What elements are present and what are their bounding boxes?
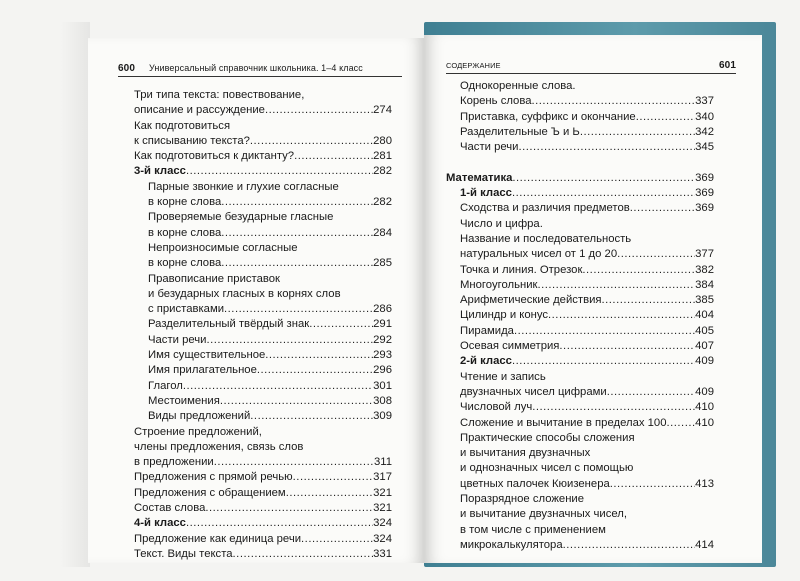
toc-entry-title: микрокалькулятора <box>460 538 563 551</box>
toc-entry-title: Парные звонкие и глухие согласные <box>148 180 339 193</box>
toc-entry-title: члены предложения, связь слов <box>134 440 304 453</box>
toc-leader-dots <box>262 425 392 440</box>
left-page-number: 600 <box>118 63 135 74</box>
toc-entry-page: 286 <box>373 303 392 316</box>
toc-entry <box>446 201 714 216</box>
toc-entry-page: 301 <box>373 379 392 392</box>
toc-entry-title: Части речи <box>148 333 207 346</box>
toc-entry <box>134 287 392 302</box>
toc-entry-page: 311 <box>373 456 392 469</box>
toc-entry <box>134 256 392 271</box>
toc-entry-title: Местоимения <box>148 394 220 407</box>
toc-entry-title: в корне слова <box>148 257 222 270</box>
toc-entry-page: 292 <box>373 333 392 346</box>
toc-entry-page: 293 <box>373 349 392 362</box>
right-running-head <box>446 60 736 74</box>
toc-entry-title: и вычитания двузначных <box>460 447 591 460</box>
toc-entry-title: Разделительный твёрдый знак <box>148 318 310 331</box>
toc-entry-title: Многоугольник <box>460 278 538 291</box>
toc-entry <box>446 523 714 538</box>
toc-entry <box>446 339 714 354</box>
toc-leader-dots <box>333 210 392 225</box>
toc-entry-page: 296 <box>373 364 392 377</box>
toc-leader-dots <box>512 186 695 201</box>
toc-entry <box>446 431 714 446</box>
toc-entry-page: 409 <box>695 385 714 398</box>
toc-entry <box>446 385 714 400</box>
toc-leader-dots <box>220 394 373 409</box>
toc-entry-title: цветных палочек Кюизенера <box>460 477 610 490</box>
toc-entry-title: Проверяемые безударные гласные <box>148 211 334 224</box>
toc-entry <box>446 293 714 308</box>
toc-entry <box>134 425 392 440</box>
toc-entry-page: 382 <box>695 263 714 276</box>
toc-leader-dots <box>617 247 695 262</box>
toc-leader-dots <box>257 363 373 378</box>
toc-leader-dots <box>301 532 373 547</box>
toc-leader-dots <box>221 195 373 210</box>
toc-entry-title: описание и рассуждение <box>134 104 265 117</box>
toc-entry-title: Три типа текста: повествование, <box>134 89 305 101</box>
toc-entry-title: в предложении <box>134 456 214 469</box>
toc-entry <box>134 394 392 409</box>
right-running-head-title: СОДЕРЖАНИЕ <box>446 61 501 70</box>
toc-entry-title: Предложение как единица речи <box>134 532 302 545</box>
toc-leader-dots <box>298 241 393 256</box>
toc-leader-dots <box>214 455 374 470</box>
toc-entry-title: Числовой луч <box>460 401 533 414</box>
toc-leader-dots <box>606 523 714 538</box>
toc-entry <box>134 532 392 547</box>
toc-entry-title: в том числе с применением <box>460 523 606 536</box>
toc-leader-dots <box>280 272 392 287</box>
book-edge-shadow <box>60 22 90 567</box>
toc-entry-title: Имя прилагательное <box>148 364 257 377</box>
toc-entry-page: 280 <box>373 134 392 147</box>
toc-leader-dots <box>630 201 695 216</box>
toc-entry <box>134 302 392 317</box>
toc-leader-dots <box>265 348 373 363</box>
toc-leader-dots <box>205 501 373 516</box>
toc-leader-dots <box>631 232 714 247</box>
toc-entry <box>446 155 714 170</box>
toc-entry-page: 285 <box>373 257 392 270</box>
toc-leader-dots <box>293 470 373 485</box>
toc-entry-title: Название и последовательность <box>460 232 632 245</box>
toc-entry-page: 317 <box>373 471 392 484</box>
toc-entry <box>446 232 714 247</box>
toc-entry-page: 404 <box>695 309 714 322</box>
toc-entry <box>134 409 392 424</box>
toc-entry-title: и однозначных чисел с помощью <box>460 462 634 475</box>
toc-leader-dots <box>580 125 695 140</box>
toc-entry-title: Виды предложений <box>148 410 251 423</box>
toc-leader-dots <box>532 94 696 109</box>
toc-leader-dots <box>607 385 695 400</box>
toc-entry-title: Практические способы сложения <box>460 431 635 444</box>
toc-entry-page: 321 <box>373 486 392 499</box>
toc-entry <box>446 217 714 232</box>
toc-entry-page: 385 <box>695 294 714 307</box>
toc-entry-title: Однокоренные слова. <box>460 80 576 92</box>
toc-entry-page: 409 <box>695 355 714 368</box>
toc-entry <box>134 379 392 394</box>
toc-entry-title: 2-й класс <box>460 355 512 368</box>
toc-leader-dots <box>543 217 714 232</box>
toc-entry <box>446 79 714 94</box>
toc-entry <box>134 470 392 485</box>
toc-entry-page: 369 <box>695 202 714 215</box>
toc-entry-title: 1-й класс <box>460 187 512 200</box>
toc-leader-dots <box>221 226 373 241</box>
toc-entry <box>446 278 714 293</box>
toc-leader-dots <box>250 409 373 424</box>
toc-leader-dots <box>548 308 695 323</box>
toc-entry <box>134 119 392 134</box>
toc-entry <box>134 210 392 225</box>
toc-entry <box>134 272 392 287</box>
toc-leader-dots <box>636 110 695 125</box>
toc-entry-page: 369 <box>695 187 714 200</box>
toc-entry <box>446 538 714 553</box>
toc-entry-title: Математика <box>446 171 513 184</box>
toc-entry <box>134 440 392 455</box>
toc-leader-dots <box>446 155 714 170</box>
toc-leader-dots <box>294 149 373 164</box>
toc-entry-page: 410 <box>695 401 714 414</box>
toc-entry-title: Разделительные Ъ и Ь <box>460 125 580 138</box>
toc-leader-dots <box>576 79 714 94</box>
toc-leader-dots <box>559 339 695 354</box>
toc-entry <box>446 324 714 339</box>
toc-leader-dots <box>186 164 373 179</box>
toc-entry <box>134 241 392 256</box>
toc-leader-dots <box>206 333 373 348</box>
toc-entry-title: и вычитание двузначных чисел, <box>460 508 628 521</box>
toc-entry-title: Строение предложений, <box>134 425 262 438</box>
toc-entry-title: к списыванию текста? <box>134 134 250 147</box>
toc-entry <box>446 263 714 278</box>
toc-entry-title: Текст. Виды текста <box>134 547 233 560</box>
toc-entry-page: 377 <box>695 248 714 261</box>
toc-entry-title: Пирамида <box>460 324 514 337</box>
toc-entry-page: 284 <box>373 226 392 239</box>
toc-entry <box>446 461 714 476</box>
toc-entry-title: Части речи <box>460 141 519 154</box>
toc-entry-title: 4-й класс <box>134 517 186 530</box>
toc-entry-page: 324 <box>373 517 392 530</box>
toc-entry-page: 324 <box>373 532 392 545</box>
toc-entry-page: 281 <box>373 150 392 163</box>
toc-entry <box>446 492 714 507</box>
toc-entry <box>134 501 392 516</box>
toc-leader-dots <box>633 461 714 476</box>
toc-entry-page: 342 <box>695 125 714 138</box>
toc-entry-title: Число и цифра. <box>460 217 543 230</box>
left-toc-list <box>134 88 392 562</box>
toc-entry-page: 414 <box>695 538 714 551</box>
toc-entry-title: натуральных чисел от 1 до 20 <box>460 248 618 261</box>
toc-leader-dots <box>546 370 714 385</box>
toc-entry-page: 384 <box>695 278 714 291</box>
toc-entry-title: Правописание приставок <box>148 272 280 285</box>
toc-leader-dots <box>514 324 695 339</box>
toc-entry-title: Предложения с прямой речью <box>134 471 293 484</box>
toc-leader-dots <box>265 103 373 118</box>
toc-entry <box>134 516 392 531</box>
toc-leader-dots <box>339 180 392 195</box>
toc-leader-dots <box>537 278 695 293</box>
toc-leader-dots <box>518 140 695 155</box>
toc-entry-title: Как подготовиться к диктанту? <box>134 150 295 163</box>
toc-leader-dots <box>563 538 696 553</box>
toc-entry-page: 369 <box>695 171 714 184</box>
toc-entry <box>446 507 714 522</box>
toc-entry <box>134 486 392 501</box>
toc-entry-title: в корне слова <box>148 226 222 239</box>
toc-entry-title: Состав слова <box>134 502 206 515</box>
toc-entry-page: 308 <box>373 394 392 407</box>
toc-entry <box>446 370 714 385</box>
toc-entry <box>134 547 392 562</box>
toc-leader-dots <box>303 440 392 455</box>
toc-entry-title: двузначных чисел цифрами <box>460 385 607 398</box>
toc-entry <box>134 333 392 348</box>
toc-entry <box>134 226 392 241</box>
toc-entry-title: в корне слова <box>148 196 222 209</box>
toc-entry-title: Глагол <box>148 379 183 392</box>
toc-leader-dots <box>582 263 695 278</box>
toc-entry <box>446 446 714 461</box>
toc-entry-title: Непроизносимые согласные <box>148 241 298 254</box>
toc-entry-title: Цилиндр и конус <box>460 309 549 322</box>
toc-leader-dots <box>532 400 695 415</box>
toc-entry-page: 274 <box>373 104 392 117</box>
left-running-head <box>118 63 402 77</box>
toc-leader-dots <box>341 287 392 302</box>
toc-entry-title: Как подготовиться <box>134 119 231 132</box>
toc-entry <box>134 164 392 179</box>
toc-entry-page: 345 <box>695 141 714 154</box>
toc-entry <box>134 103 392 118</box>
toc-entry-title: с приставками <box>148 303 225 316</box>
toc-entry <box>134 348 392 363</box>
toc-leader-dots <box>667 416 696 431</box>
toc-entry-page: 340 <box>695 110 714 123</box>
toc-entry-page: 321 <box>373 502 392 515</box>
toc-leader-dots <box>183 379 373 394</box>
toc-entry <box>446 94 714 109</box>
toc-entry-title: и безударных гласных в корнях слов <box>148 287 341 300</box>
toc-entry-title: Чтение и запись <box>460 370 546 383</box>
toc-entry-title: Приставка, суффикс и окончание <box>460 110 636 123</box>
toc-entry <box>134 134 392 149</box>
toc-entry-title: 3-й класс <box>134 165 186 178</box>
toc-entry <box>446 186 714 201</box>
toc-entry-page: 413 <box>695 477 714 490</box>
toc-entry <box>134 180 392 195</box>
toc-entry <box>446 416 714 431</box>
toc-leader-dots <box>627 507 714 522</box>
toc-entry <box>446 354 714 369</box>
toc-entry-page: 282 <box>373 196 392 209</box>
toc-entry <box>446 125 714 140</box>
toc-leader-dots <box>309 317 373 332</box>
toc-entry-page: 282 <box>373 165 392 178</box>
toc-entry <box>134 149 392 164</box>
toc-entry-page: 291 <box>373 318 392 331</box>
toc-leader-dots <box>304 88 392 103</box>
toc-leader-dots <box>233 547 374 562</box>
toc-entry-title: Предложения с обращением <box>134 486 286 499</box>
toc-entry-title: Поразрядное сложение <box>460 493 585 506</box>
toc-entry-title: Арифметические действия <box>460 294 602 307</box>
toc-leader-dots <box>186 516 373 531</box>
toc-entry <box>446 247 714 262</box>
toc-entry <box>134 88 392 103</box>
toc-leader-dots <box>512 171 695 186</box>
toc-entry <box>446 140 714 155</box>
toc-entry <box>134 363 392 378</box>
left-page <box>88 38 424 563</box>
toc-leader-dots <box>250 134 373 149</box>
toc-leader-dots <box>224 302 373 317</box>
toc-entry-title: Осевая симметрия <box>460 340 560 353</box>
toc-entry-title: Имя существительное <box>148 349 266 362</box>
toc-entry <box>134 317 392 332</box>
right-page-number: 601 <box>719 60 736 71</box>
toc-entry-page: 410 <box>695 416 714 429</box>
toc-leader-dots <box>286 486 373 501</box>
toc-leader-dots <box>602 293 696 308</box>
toc-entry-title: Сходства и различия предметов <box>460 202 630 215</box>
toc-entry-title: Сложение и вычитание в пределах 100 <box>460 416 667 429</box>
toc-leader-dots <box>221 256 373 271</box>
toc-entry <box>446 308 714 323</box>
toc-entry-page: 405 <box>695 324 714 337</box>
toc-entry-page: 337 <box>695 95 714 108</box>
toc-leader-dots <box>610 477 695 492</box>
toc-leader-dots <box>230 119 392 134</box>
left-running-head-title: Универсальный справочник школьника. 1–4 класс <box>149 63 363 73</box>
toc-entry-title: Корень слова <box>460 95 532 108</box>
toc-entry <box>134 455 392 470</box>
toc-leader-dots <box>590 446 714 461</box>
toc-entry <box>446 171 714 186</box>
toc-entry <box>446 110 714 125</box>
toc-entry-title: Точка и линия. Отрезок <box>460 263 583 276</box>
toc-entry-page: 309 <box>373 410 392 423</box>
toc-entry <box>446 477 714 492</box>
toc-entry-page: 331 <box>373 547 392 560</box>
right-toc-list <box>446 79 714 553</box>
toc-entry <box>446 400 714 415</box>
toc-leader-dots <box>635 431 714 446</box>
toc-leader-dots <box>512 354 695 369</box>
toc-entry-page: 407 <box>695 340 714 353</box>
toc-leader-dots <box>584 492 714 507</box>
toc-entry <box>134 195 392 210</box>
right-page <box>424 35 762 563</box>
